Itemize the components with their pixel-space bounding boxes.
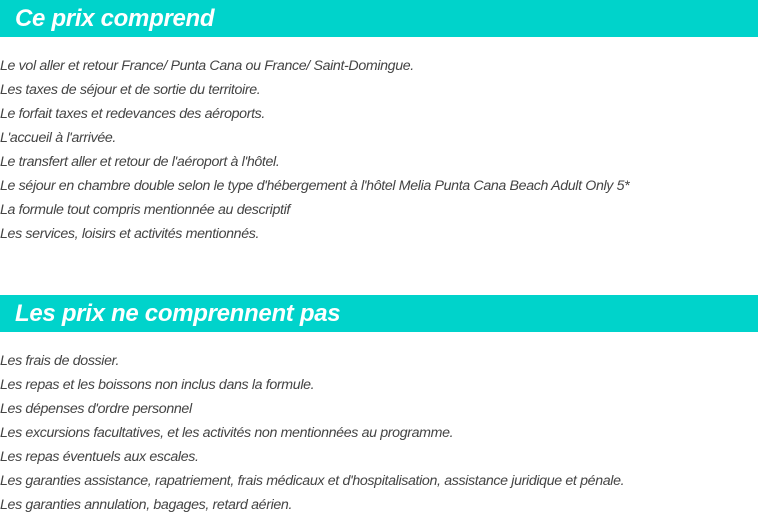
list-item: Le forfait taxes et redevances des aéroports.: [0, 106, 266, 122]
list-item: Les frais de dossier.: [0, 353, 120, 369]
list-item: La formule tout compris mentionnée au descriptif: [0, 202, 290, 218]
list-item: Les dépenses d'ordre personnel: [0, 401, 192, 417]
list-item: Les excursions facultatives, et les activités non mentionnées au programme.: [0, 425, 454, 441]
list-item: Le transfert aller et retour de l'aéroport à l'hôtel.: [0, 154, 280, 170]
list-item: Les services, loisirs et activités mentionnés.: [0, 226, 260, 242]
list-item: Les repas éventuels aux escales.: [0, 449, 199, 465]
list-item: Le séjour en chambre double selon le type d'hébergement à l'hôtel Melia Punta Cana Beach Adult Only 5*: [0, 178, 630, 194]
list-item: Les repas et les boissons non inclus dans la formule.: [0, 377, 315, 393]
included-list: [0, 54, 629, 246]
list-item: Les taxes de séjour et de sortie du territoire.: [0, 82, 261, 98]
list-item: L'accueil à l'arrivée.: [0, 130, 117, 146]
excluded-section-title: Les prix ne comprennent pas: [0, 295, 758, 332]
excluded-list: [0, 349, 624, 517]
included-section-title: Ce prix comprend: [0, 0, 758, 37]
list-item: Les garanties annulation, bagages, retard aérien.: [0, 497, 293, 513]
list-item: Le vol aller et retour France/ Punta Cana ou France/ Saint-Domingue.: [0, 58, 414, 74]
list-item: Les garanties assistance, rapatriement, frais médicaux et d'hospitalisation, assistance juridique et pénale.: [0, 473, 625, 489]
